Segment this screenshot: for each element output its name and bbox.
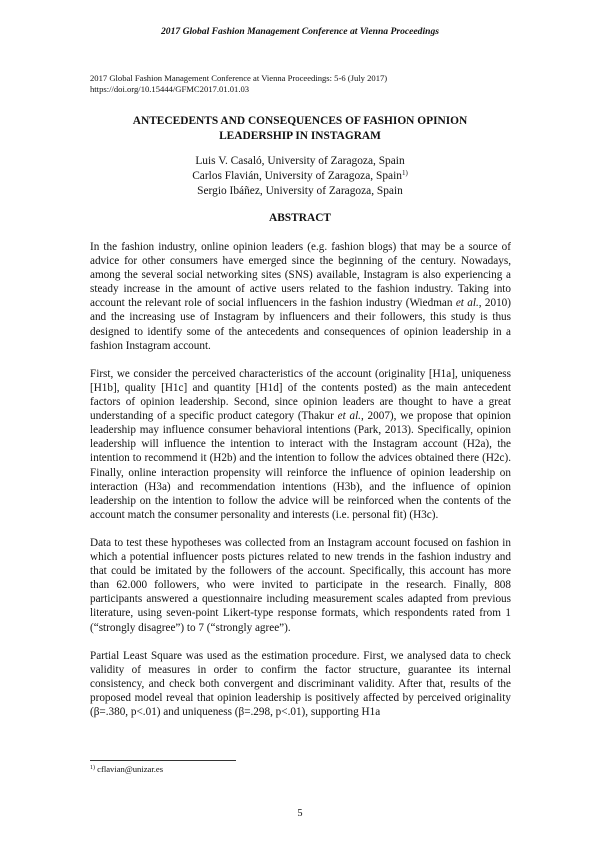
abstract-paragraph-1 (90, 240, 511, 353)
footnote-mark: 1) (90, 765, 95, 771)
paragraph-text: , 2010) and the increasing use of Instagram by influencers and their followers, this study is thus designed to identify some of the antecedents and consequences of opinion leadership in a fashion Instagram account. (90, 297, 511, 352)
abstract-paragraph-3: Data to test these hypotheses was collected from an Instagram account focused on fashion in which a potential influencer posts pictures related to new trends in the fashion industry and that could be imitated by the followers of the account. Specifically, this account has more than 62.000 followers, who were invited to participate in the research. Finally, 808 participants answered a questionnaire including measurement scales adapted from previous literature, using seven-point Likert-type response formats, which respondents rated from 1 (“strongly disagree”) to 7 (“strongly agree”). (90, 536, 511, 634)
doi-link[interactable]: https://doi.org/10.15444/GFMC2017.01.01.03 (90, 84, 250, 94)
paragraph-text: In the fashion industry, online opinion leaders (e.g. fashion blogs) that may be a source of advice for other consumers have emerged since the beginning of the century. Nowadays, among the several social networking sites (SNS) available, Instagram is also experiencing a steady increase in the amount of active users related to the fashion industry. Taking into account the relevant role of social influencers in the fashion industry (Wiedman (90, 241, 511, 310)
citation-block (90, 73, 520, 95)
author-footnote-mark[interactable]: 1) (401, 169, 408, 177)
author-2-row (80, 169, 520, 184)
page-number: 5 (297, 808, 303, 819)
paragraph-emphasis: et al. (337, 410, 361, 423)
author-list (80, 154, 520, 199)
paper-title (80, 114, 520, 144)
author-1: Luis V. Casaló, University of Zaragoza, Spain (195, 155, 405, 167)
abstract-heading: ABSTRACT (268, 212, 332, 224)
title-line-1: ANTECEDENTS AND CONSEQUENCES OF FASHION OPINION (132, 115, 468, 127)
title-line-2: LEADERSHIP IN INSTAGRAM (219, 130, 381, 142)
footnote-divider (90, 760, 236, 761)
running-header: 2017 Global Fashion Management Conference at Vienna Proceedings (161, 26, 439, 37)
footnote (90, 764, 163, 774)
paragraph-emphasis: et al. (455, 297, 479, 310)
paragraph-text: , 2007), we propose that opinion leadership may influence consumer behavioral intentions (Park, 2013). Specifically, opinion leadership will influence the intention to interact with the Instagram account (H2a), the intention to recommend it (H2b) and the intention to follow the advices obtained there (H2c). Finally, online interaction propensity will reinforce the influence of opinion leadership on interaction (H3a) and recommendation intentions (H3b), and the influence of opinion leadership on the intention to follow the advice will be reinforced when the contents of the account match the consumer personality and interests (i.e. personal fit) (H3c). (90, 410, 511, 521)
abstract-body (90, 240, 511, 733)
footnote-email[interactable]: cflavian@unizar.es (97, 764, 164, 774)
paragraph-text: First, we consider the perceived characteristics of the account (originality [H1a], uniqueness [H1b], quality [H1c] and quantity [H1d] of the contents posted) as the main antecedent factors of opinion leadership. Second, since opinion leaders are thought to have a great understanding of a specific product category (Thakur (90, 367, 511, 423)
citation-line: 2017 Global Fashion Management Conference at Vienna Proceedings: 5-6 (July 2017) (90, 73, 388, 83)
abstract-paragraph-4: Partial Least Square was used as the estimation procedure. First, we analysed data to check validity of measures in order to confirm the factor structure, guarantee its internal consistency, and check both convergent and discriminant validity. After that, results of the proposed model reveal that opinion leadership is positively affected by perceived originality (β=.380, p<.01) and uniqueness (β=.298, p<.01), supporting H1a (90, 649, 511, 719)
abstract-paragraph-2 (90, 367, 511, 522)
author-3: Sergio Ibáñez, University of Zaragoza, Spain (197, 185, 403, 197)
author-2: Carlos Flavián, University of Zaragoza, Spain (192, 170, 402, 182)
